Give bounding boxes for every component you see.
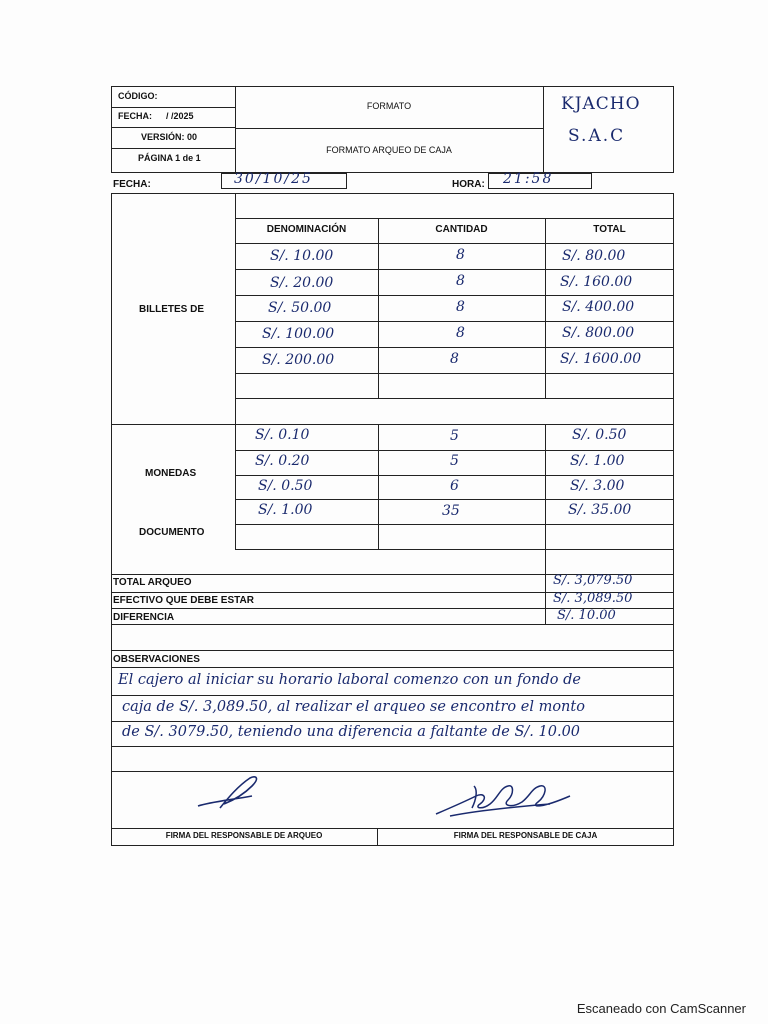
row-rule (111, 650, 674, 651)
header-left-rule-1 (111, 107, 235, 108)
section-rule (111, 424, 674, 425)
col-divider-1 (378, 218, 379, 398)
row-rule (111, 695, 674, 696)
observacion-line: de S/. 3079.50, teniendo una diferencia a faltante de S/. 10.00 (122, 724, 581, 740)
row-rule (235, 450, 674, 451)
moneda-denominacion: S/. 1.00 (258, 502, 313, 518)
fecha-value: 30/10/25 (234, 171, 313, 187)
col-header-cantidad: CANTIDAD (435, 224, 488, 235)
billete-total: S/. 1600.00 (560, 351, 642, 367)
row-rule (235, 499, 674, 500)
moneda-denominacion: S/. 0.50 (258, 478, 313, 494)
billete-cantidad: 8 (456, 247, 465, 263)
billete-total: S/. 400.00 (562, 299, 635, 315)
firma-arqueo-label: FIRMA DEL RESPONSABLE DE ARQUEO (165, 831, 323, 840)
moneda-cantidad: 6 (450, 478, 459, 494)
header-fecha-value: / /2025 (166, 111, 194, 121)
billete-denominacion: S/. 200.00 (262, 352, 335, 368)
billete-total: S/. 80.00 (562, 248, 626, 264)
billete-denominacion: S/. 10.00 (270, 248, 334, 264)
header-divider-right (543, 86, 544, 173)
efectivo-value: S/. 3,089.50 (553, 591, 633, 606)
header-fecha-label: FECHA: (118, 111, 152, 121)
formato-subtitle: FORMATO ARQUEO DE CAJA (326, 145, 452, 155)
billete-cantidad: 8 (456, 273, 465, 289)
billete-cantidad: 8 (456, 325, 465, 341)
version-label: VERSIÓN: 00 (141, 132, 198, 142)
company-name: KJACHO (561, 94, 641, 114)
billetes-label: BILLETES DE (139, 304, 205, 315)
scanner-watermark: Escaneado con CamScanner (576, 1001, 746, 1016)
row-rule (235, 524, 674, 525)
billete-cantidad: 8 (450, 351, 459, 367)
billete-total: S/. 800.00 (562, 325, 635, 341)
observaciones-label: OBSERVACIONES (113, 654, 200, 665)
diferencia-value: S/. 10.00 (557, 608, 616, 623)
col-divider-1b (378, 424, 379, 549)
formato-title: FORMATO (366, 101, 412, 111)
row-rule (235, 475, 674, 476)
row-rule (111, 721, 674, 722)
total-arqueo-value: S/. 3,079.50 (553, 573, 633, 588)
firma-caja-label: FIRMA DEL RESPONSABLE DE CAJA (453, 831, 598, 840)
efectivo-label: EFECTIVO QUE DEBE ESTAR (113, 595, 254, 606)
row-rule (235, 243, 674, 244)
hora-value: 21:58 (503, 171, 554, 187)
header-left-rule-2 (111, 127, 235, 128)
moneda-cantidad: 5 (450, 428, 459, 444)
signature-caja (430, 774, 580, 826)
header-divider-left (235, 86, 236, 173)
company-type: S.A.C (568, 126, 626, 146)
moneda-total: S/. 35.00 (568, 502, 632, 518)
fecha-label: FECHA: (113, 179, 151, 190)
row-rule (235, 549, 674, 550)
row-rule (235, 373, 674, 374)
col-header-denominacion: DENOMINACIÓN (266, 224, 347, 235)
main-table (111, 193, 674, 846)
moneda-denominacion: S/. 0.10 (255, 427, 310, 443)
header-left-rule-3 (111, 148, 235, 149)
row-rule (235, 398, 674, 399)
moneda-cantidad: 5 (450, 453, 459, 469)
row-rule (235, 347, 674, 348)
billete-cantidad: 8 (456, 299, 465, 315)
billete-denominacion: S/. 20.00 (270, 275, 334, 291)
col-header-total: TOTAL (593, 224, 626, 235)
row-rule (111, 828, 674, 829)
total-arqueo-label: TOTAL ARQUEO (113, 577, 192, 588)
documento-label: DOCUMENTO (139, 527, 205, 538)
moneda-total: S/. 3.00 (570, 478, 625, 494)
signature-arqueo (190, 772, 280, 814)
diferencia-label: DIFERENCIA (113, 612, 175, 623)
billete-denominacion: S/. 100.00 (262, 326, 335, 342)
billete-denominacion: S/. 50.00 (268, 300, 332, 316)
monedas-label: MONEDAS (145, 468, 197, 479)
row-rule (111, 667, 674, 668)
moneda-total: S/. 1.00 (570, 453, 625, 469)
row-rule (235, 269, 674, 270)
header-mid-rule (235, 128, 543, 129)
col-divider-2 (545, 218, 546, 398)
observacion-line: caja de S/. 3,089.50, al realizar el arqueo se encontro el monto (122, 699, 585, 715)
row-rule (235, 321, 674, 322)
row-rule (111, 746, 674, 747)
row-rule (235, 295, 674, 296)
moneda-denominacion: S/. 0.20 (255, 453, 310, 469)
pagina-label: PÁGINA 1 de 1 (138, 153, 201, 163)
codigo-label: CÓDIGO: (118, 91, 158, 101)
row-rule (235, 218, 674, 219)
moneda-total: S/. 0.50 (572, 427, 627, 443)
billete-total: S/. 160.00 (560, 274, 633, 290)
moneda-cantidad: 35 (442, 503, 460, 519)
observacion-line: El cajero al iniciar su horario laboral comenzo con un fondo de (118, 672, 581, 688)
row-rule (111, 624, 674, 625)
hora-label: HORA: (452, 179, 485, 190)
section-divider (235, 193, 236, 549)
